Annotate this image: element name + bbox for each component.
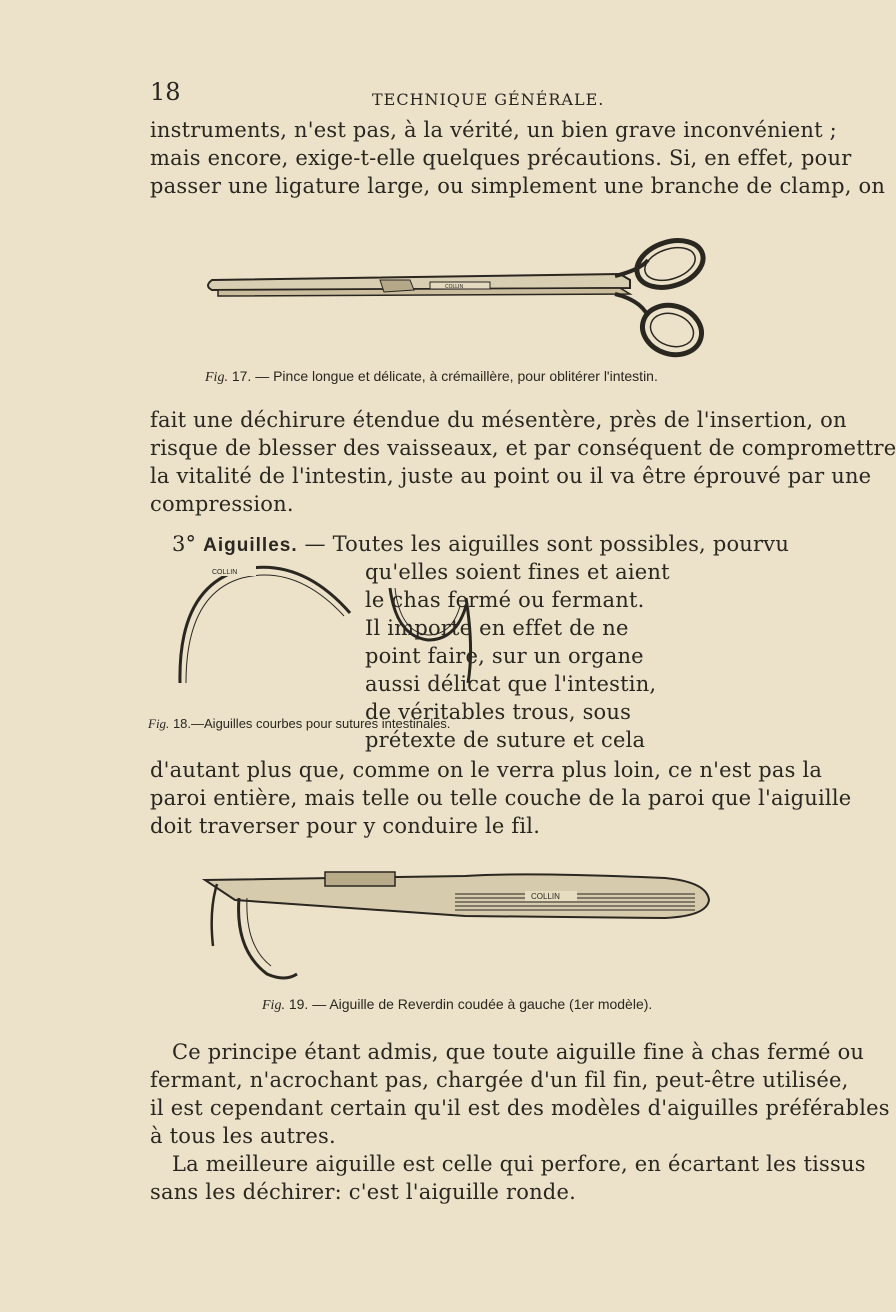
figure-18-caption-text: 18.—Aiguilles courbes pour sutures intestinales. (172, 716, 451, 731)
figure-19-caption (262, 996, 652, 1014)
text-line: Ce principe étant admis, que toute aiguille fine à chas fermé ou (172, 1040, 865, 1064)
figure-18-maker-mark: COLLIN (212, 569, 238, 576)
running-title: TECHNIQUE GÉNÉRALE. (372, 90, 605, 109)
text-line: de véritables trous, sous (365, 700, 632, 724)
text-line: fait une déchirure étendue du mésentère, près de l'insertion, on (150, 408, 847, 432)
section-first-line: — Toutes les aiguilles sont possibles, pourvu (304, 532, 790, 556)
text-line: qu'elles soient fines et aient (365, 560, 670, 584)
figure-17-caption-text: 17. — Pince longue et délicate, à crémaillère, pour oblitérer l'intestin. (231, 368, 658, 384)
section-title: Aiguilles. (203, 535, 298, 556)
figure-label: Fig. (148, 716, 170, 731)
text-line: passer une ligature large, ou simplement une branche de clamp, on (150, 174, 886, 198)
text-line: aussi délicat que l'intestin, (365, 672, 657, 696)
text-line: risque de blesser des vaisseaux, et par conséquent de compromettre (150, 436, 896, 460)
text-line: mais encore, exige-t-elle quelques précautions. Si, en effet, pour (150, 146, 852, 170)
text-line: le chas fermé ou fermant. (365, 588, 645, 612)
text-line: Il importe en effet de ne (365, 616, 629, 640)
figure-17-forceps-illustration (200, 240, 720, 370)
section-heading-line (172, 532, 789, 557)
figure-19-maker-mark: COLLIN (531, 892, 560, 901)
text-line: fermant, n'acrochant pas, chargée d'un fil fin, peut-être utilisée, (150, 1068, 849, 1092)
text-line: compression. (150, 492, 294, 516)
figure-19-caption-text: 19. — Aiguille de Reverdin coudée à gauche (1er modèle). (288, 996, 653, 1012)
page-number: 18 (150, 78, 181, 106)
text-line: prétexte de suture et cela (365, 728, 646, 752)
text-line: instruments, n'est pas, à la vérité, un bien grave inconvénient ; (150, 118, 837, 142)
text-line: d'autant plus que, comme on le verra plus loin, ce n'est pas la (150, 758, 823, 782)
figure-17-caption (205, 368, 658, 386)
figure-18-caption (148, 716, 450, 732)
figure-label: Fig. (262, 998, 285, 1013)
figure-19-reverdin-needle-illustration (195, 870, 715, 990)
text-line: La meilleure aiguille est celle qui perfore, en écartant les tissus (172, 1152, 866, 1176)
figure-label: Fig. (205, 370, 228, 385)
text-line: la vitalité de l'intestin, juste au point ou il va être éprouvé par une (150, 464, 872, 488)
text-line: sans les déchirer: c'est l'aiguille ronde. (150, 1180, 576, 1204)
figure-17-maker-mark: COLLIN (445, 284, 464, 290)
text-line: doit traverser pour y conduire le fil. (150, 814, 541, 838)
text-line: il est cependant certain qu'il est des modèles d'aiguilles préférables (150, 1096, 890, 1120)
text-line: à tous les autres. (150, 1124, 336, 1148)
text-line: paroi entière, mais telle ou telle couche de la paroi que l'aiguille (150, 786, 852, 810)
section-number: 3° (172, 532, 197, 556)
text-line: point faire, sur un organe (365, 644, 644, 668)
